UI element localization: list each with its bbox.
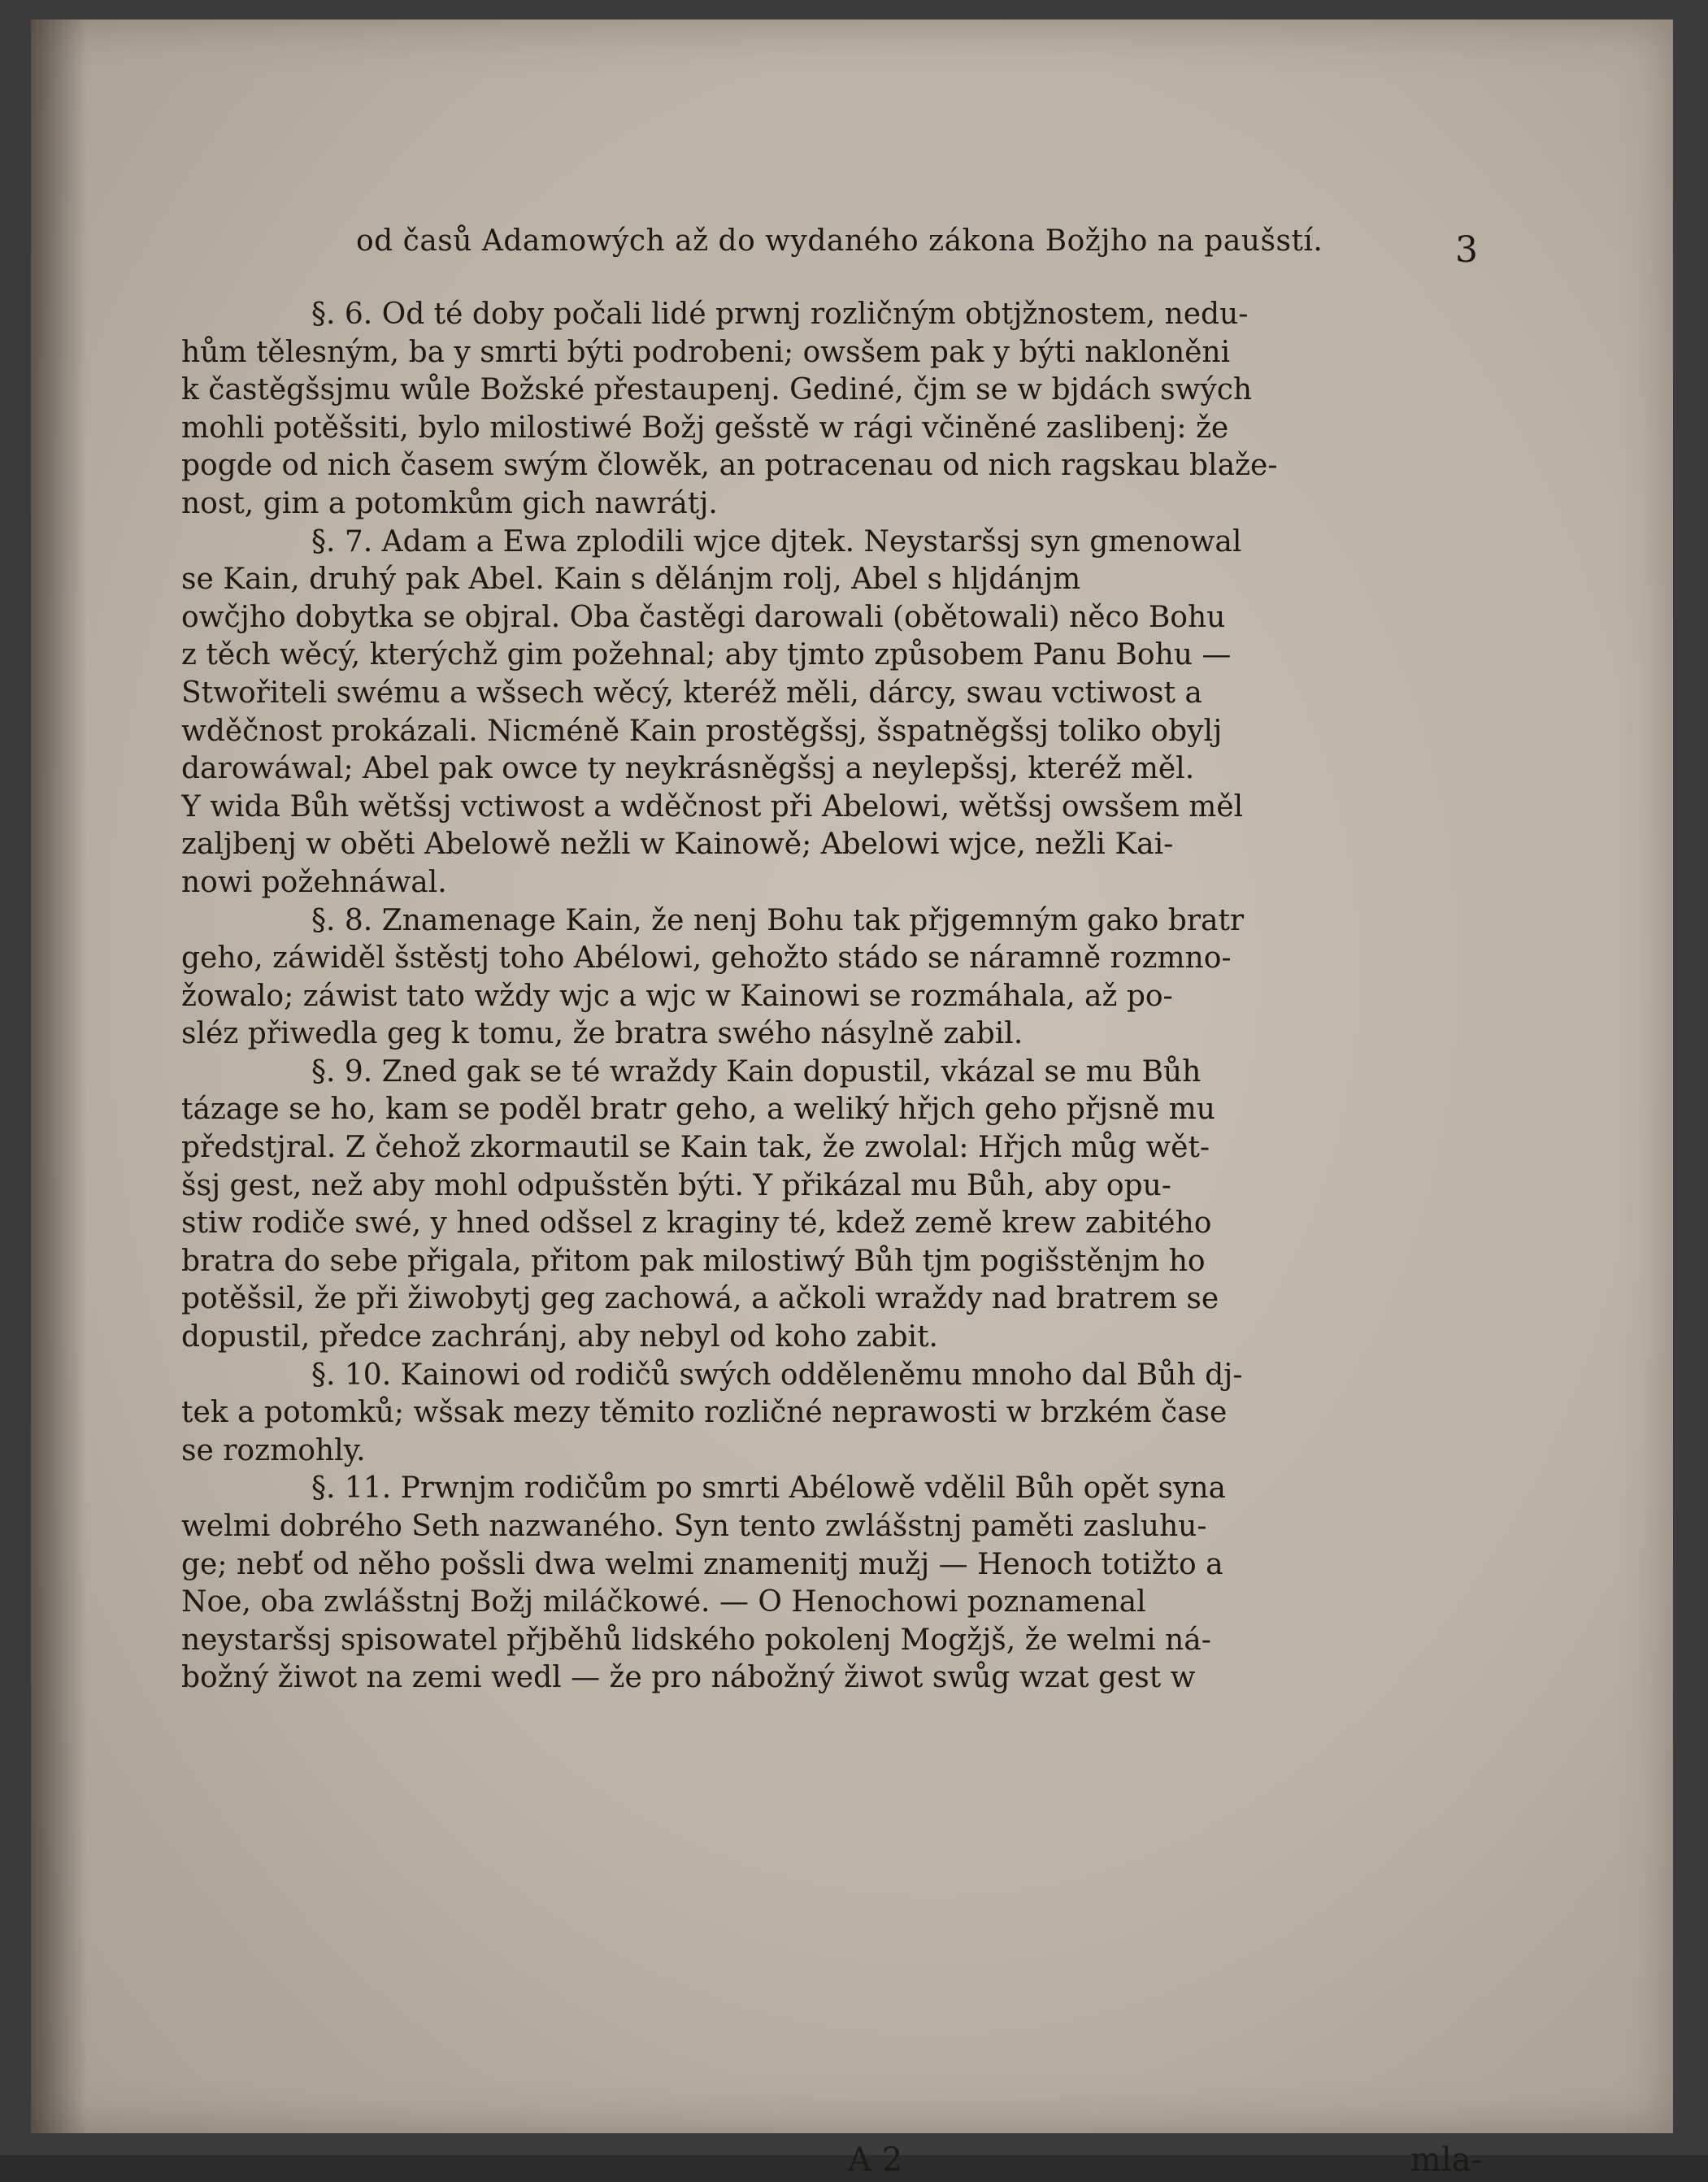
text-line: Y wida Bůh wětšsj vctiwost a wděčnost při Abelowi, wětšsj owsšem měl: [181, 789, 1244, 824]
text-line: §. 11. Prwnjm rodičům po smrti Abélowě vdělil Bůh opět syna: [311, 1471, 1226, 1506]
text-line: bratra do sebe přigala, přitom pak milostiwý Bůh tjm pogišstěnjm ho: [181, 1244, 1206, 1278]
text-lines: [181, 296, 1498, 1697]
text-line: stiw rodiče swé, y hned odšsel z kraginy té, kdež země krew zabitého: [181, 1206, 1212, 1241]
running-header: od časů Adamowých až do wydaného zákona Božjho na paušstí.: [356, 224, 1323, 258]
text-line: geho, záwiděl šstěstj toho Abélowi, gehožto stádo se náramně rozmno-: [181, 941, 1232, 976]
text-body: [181, 296, 1498, 2179]
text-line: welmi dobrého Seth nazwaného. Syn tento zwlášstnj paměti zasluhu-: [181, 1510, 1207, 1543]
text-line: potěšsil, že při žiwobytj geg zachowá, a ačkoli wraždy nad bratrem se: [181, 1282, 1219, 1316]
text-line: §. 7. Adam a Ewa zplodili wjce djtek. Neystaršsj syn gmenowal: [311, 524, 1242, 559]
text-line: nost, gim a potomkům gich nawrátj.: [181, 486, 718, 520]
text-line: pogde od nich časem swým člowěk, an potracenau od nich ragskau blaže-: [181, 449, 1278, 483]
text-line: šsj gest, než aby mohl odpušstěn býti. Y přikázal mu Bůh, aby opu-: [181, 1168, 1171, 1202]
text-line: ge; nebť od něho pošsli dwa welmi znamenitj mužj — Henoch totižto a: [181, 1547, 1223, 1581]
text-line: tázage se ho, kam se poděl bratr geho, a weliký hřjch geho přjsně mu: [181, 1093, 1215, 1127]
text-line: z těch wěcý, kterýchž gim požehnal; aby tjmto způsobem Panu Bohu —: [181, 638, 1232, 672]
text-line: se rozmohly.: [181, 1433, 366, 1467]
text-line: §. 10. Kainowi od rodičů swých odděleněmu mnoho dal Bůh dj-: [311, 1358, 1243, 1392]
page-footer: [181, 2141, 1498, 2182]
text-line: wděčnost prokázali. Nicméně Kain prostěgšsj, šspatněgšsj toliko obylj: [181, 714, 1223, 748]
page-number: 3: [1455, 229, 1478, 271]
text-line: Noe, oba zwlášstnj Božj miláčkowé. — O Henochowi poznamenal: [181, 1585, 1146, 1619]
page-gutter-shadow: [31, 20, 88, 2133]
text-line: dopustil, předce zachránj, aby nebyl od koho zabit.: [181, 1320, 938, 1354]
text-line: mohli potěšsiti, bylo milostiwé Božj gešstě w rági včiněné zaslibenj: že: [181, 411, 1229, 445]
text-line: tek a potomků; wšsak mezy těmito rozličné neprawosti w brzkém čase: [181, 1396, 1228, 1430]
text-line: §. 6. Od té doby počali lidé prwnj rozličným obtjžnostem, nedu-: [311, 298, 1249, 331]
catchword: mla-: [1410, 2141, 1482, 2179]
text-line: k častěgšsjmu wůle Božské přestaupenj. Gediné, čjm se w bjdách swých: [181, 373, 1253, 407]
text-line: předstjral. Z čehož zkormautil se Kain tak, že zwolal: Hřjch můg wět-: [181, 1131, 1210, 1165]
text-line: Stwořiteli swému a wšsech wěcý, kteréž měli, dárcy, swau vctiwost a: [181, 676, 1202, 710]
text-line: zaljbenj w oběti Abelowě nežli w Kainowě; Abelowi wjce, nežli Kai-: [181, 828, 1174, 862]
text-line: §. 8. Znamenage Kain, že nenj Bohu tak přjgemným gako bratr: [311, 903, 1245, 937]
text-line: hům tělesným, ba y smrti býti podrobeni; owsšem pak y býti nakloněni: [181, 335, 1231, 369]
text-line: nowi požehnáwal.: [181, 865, 447, 899]
text-line: žowalo; záwist tato wždy wjc a wjc w Kainowi se rozmáhala, až po-: [181, 979, 1173, 1013]
text-line: darowáwal; Abel pak owce ty neykrásněgšsj a neylepšsj, kteréž měl.: [181, 752, 1195, 786]
text-line: božný žiwot na zemi wedl — že pro nábožný žiwot swůg wzat gest w: [181, 1661, 1196, 1695]
text-line: se Kain, druhý pak Abel. Kain s dělánjm rolj, Abel s hljdánjm: [181, 563, 1081, 597]
text-line: sléz přiwedla geg k tomu, že bratra swého násylně zabil.: [181, 1017, 1023, 1051]
text-line: §. 9. Zned gak se té wraždy Kain dopustil, vkázal se mu Bůh: [311, 1054, 1202, 1089]
book-page: [31, 20, 1673, 2179]
text-line: owčjho dobytka se objral. Oba častěgi darowali (obětowali) něco Bohu: [181, 600, 1226, 634]
text-line: neystaršsj spisowatel přjběhů lidského pokolenj Mogžjš, že welmi ná-: [181, 1623, 1211, 1657]
signature-mark: A 2: [848, 2141, 903, 2179]
